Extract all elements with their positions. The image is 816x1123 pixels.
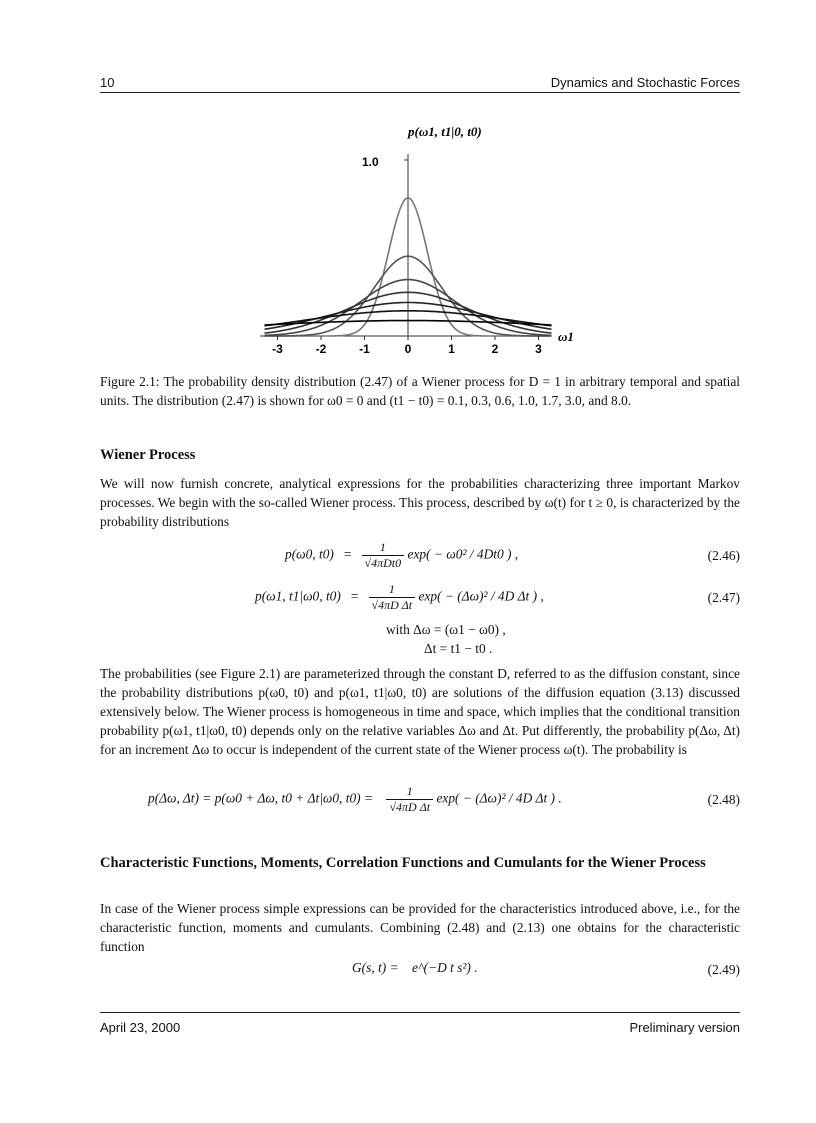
eq246-fraction: $\frac{1}{\text{√4πDt0}}$: [362, 540, 405, 571]
eq247-exponential: exp( − (Δω)² / 4D Δt ) ,: [418, 588, 544, 604]
equation-number-2-46: (2.46): [707, 548, 740, 563]
paragraph-diffusion: The probabilities (see Figure 2.1) are parameterized through the constant D, referred to as the diffusion constant, since the probability distributions p(ω0, t0) and p(ω1, t1|ω0, t0) are solutions of the diffusion equation (3.13) discussed extensively below. The Wiener process is homogeneous in time and space, which implies that the conditional transition probability p(ω1, t1|ω0, t0) depends only on the relative variables Δω and Δt. Put differently, the probability p(Δω, Δt) for an increment Δω to occur is independent of the current state of the Wiener process ω(t). The probability is: [100, 666, 740, 757]
eq247-lhs: p(ω1, t1|ω0, t0): [255, 588, 341, 604]
footer-version: Preliminary version: [629, 1020, 740, 1035]
equation-2-46: p(ω0, t0) = $\frac{1}{\text{√4πDt0}}$ exp( − ω0² / 4Dt0 ) ,: [285, 540, 519, 570]
x-tick-label: -3: [272, 342, 283, 356]
eq249-lhs: G(s, t) =: [352, 960, 399, 975]
equation-2-49: [352, 960, 478, 990]
eq248-fraction: $\frac{1}{\text{√4πD Δt}}$: [386, 784, 433, 815]
eq249-rhs: e^(−D t s²) .: [412, 960, 478, 975]
x-tick-label: 2: [491, 342, 499, 356]
running-header: Dynamics and Stochastic Forces: [550, 75, 740, 90]
header-rule: [100, 92, 740, 93]
x-ticks-group: [272, 336, 542, 356]
equation-number-2-49: (2.49): [707, 962, 740, 977]
eq246-exponential: exp( − ω0² / 4Dt0 ) ,: [407, 546, 519, 562]
x-axis-label: ω1: [558, 329, 574, 344]
figure-caption: Figure 2.1: The probability density distribution (2.47) of a Wiener process for D = 1 in arbitrary temporal and spatial units. The distribution (2.47) is shown for ω0 = 0 and (t1 − t0) = 0.1, 0.3, 0.6, 1.0, 1.7, 3.0, and 8.0.: [100, 374, 740, 408]
footer-date: April 23, 2000: [100, 1020, 181, 1035]
y-tick-label: 1.0: [362, 155, 379, 169]
footer-rule: [100, 1012, 740, 1013]
equation-2-48: [148, 784, 562, 814]
paragraph-intro: We will now furnish concrete, analytical expressions for the probabilities characterizing three important Markov processes. We begin with the so-called Wiener process. This process, described by ω(t) for t ≥ 0, is characterized by the probability distributions: [100, 476, 740, 529]
eq248-exponential: exp( − (Δω)² / 4D Δt ) .: [436, 790, 562, 806]
with-delta-t: Δt = t1 − t0 .: [424, 641, 493, 656]
eq248-lhs: p(Δω, Δt) = p(ω0 + Δω, t0 + Δt|ω0, t0) =: [148, 790, 374, 806]
x-tick-label: -2: [315, 342, 327, 356]
section-title-wiener: Wiener Process: [100, 447, 196, 463]
figure-2-1-plot: [250, 118, 590, 360]
x-tick-label: 0: [404, 342, 412, 356]
y-axis-label: p(ω1, t1|0, t0): [408, 124, 482, 139]
equation-2-47: p(ω1, t1|ω0, t0) = $\frac{1}{\text{√4πD Δt}}$ exp( − (Δω)² / 4D Δt ) ,: [255, 582, 544, 612]
paragraph-characteristic: In case of the Wiener process simple expressions can be provided for the characteristics introduced above, i.e., for the characteristic function, moments and cumulants. Combining (2.48) and (2.13) one obtains for the characteristic function: [100, 901, 740, 954]
x-tick-label: 3: [535, 342, 542, 356]
page-number: 10: [100, 75, 115, 90]
eq247-fraction: $\frac{1}{\text{√4πD Δt}}$: [369, 582, 416, 613]
section-title-characteristic: Characteristic Functions, Moments, Correlation Functions and Cumulants for the Wiener Process: [100, 855, 706, 871]
x-tick-label: 1: [448, 342, 455, 356]
equation-number-2-47: (2.47): [707, 590, 740, 605]
with-delta-omega: with Δω = (ω1 − ω0) ,: [386, 622, 506, 637]
x-tick-label: -1: [359, 342, 370, 356]
eq246-lhs: p(ω0, t0): [285, 546, 334, 562]
equation-number-2-48: (2.48): [707, 792, 740, 807]
